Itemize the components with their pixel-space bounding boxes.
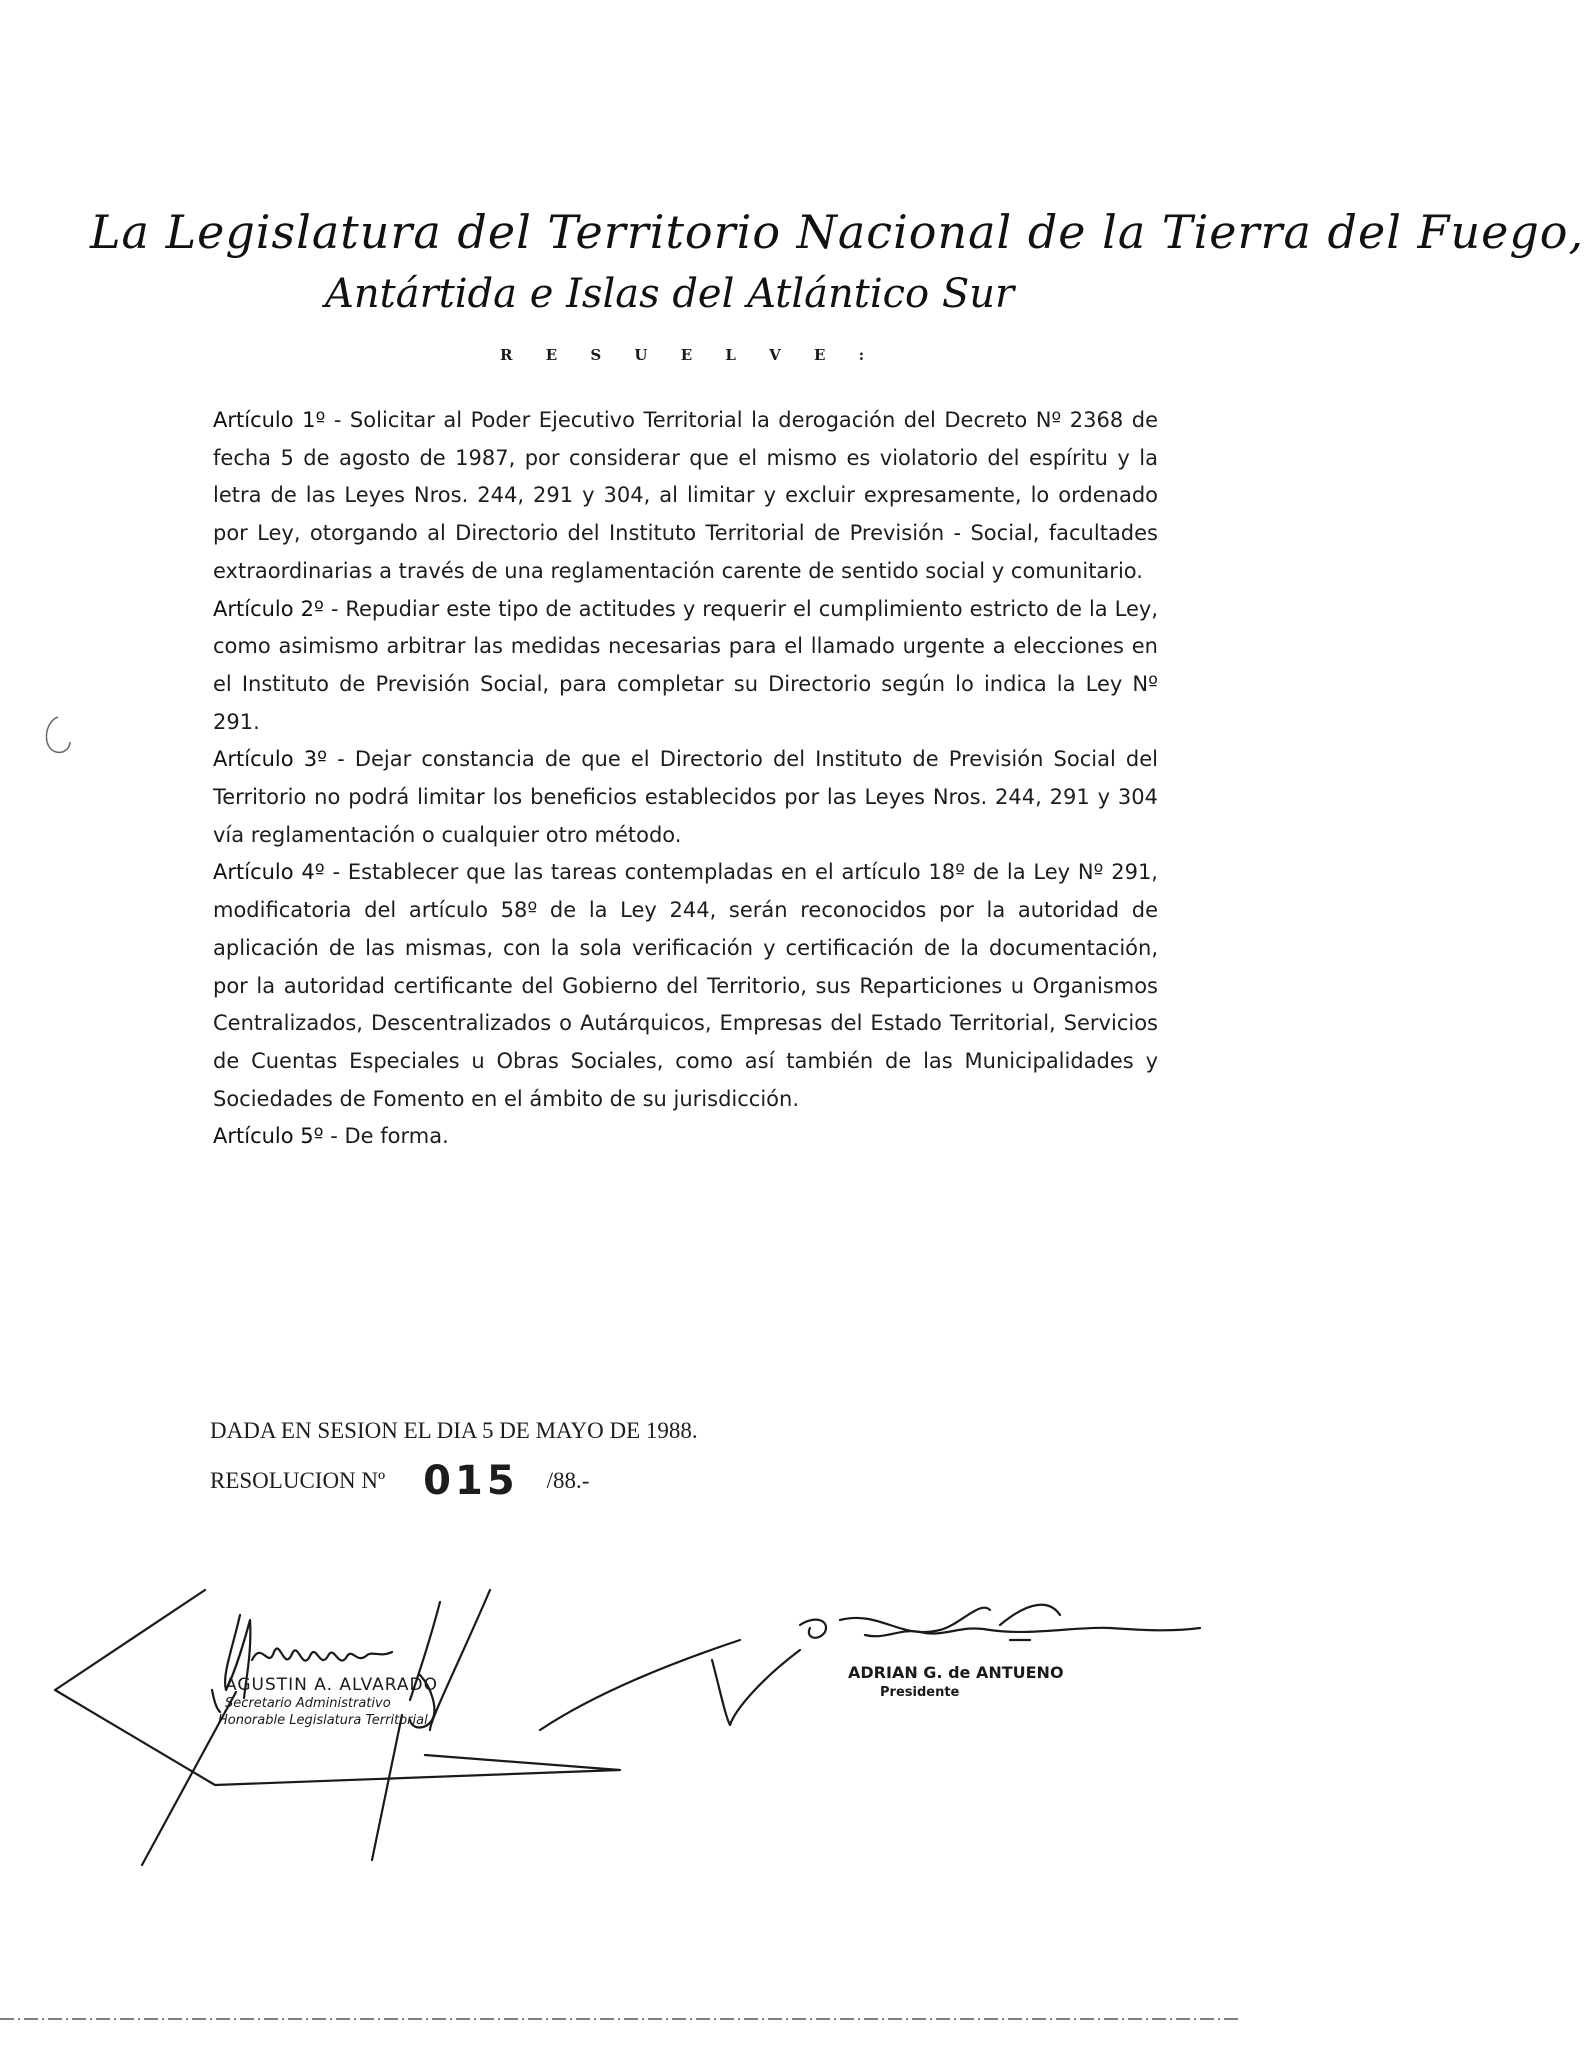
punch-hole-mark <box>36 712 76 762</box>
right-signatory-name: ADRIAN G. de ANTUENO <box>848 1663 1064 1682</box>
right-signature-stroke <box>865 1628 1200 1637</box>
left-signature-stroke <box>430 1590 490 1730</box>
resuelve-heading: R E S U E L V E : <box>500 346 879 364</box>
right-signature-stroke <box>540 1640 740 1730</box>
article-heading: Artículo 5º <box>213 1124 324 1149</box>
article-heading: Artículo 3º <box>213 747 327 772</box>
article-text: - Solicitar al Poder Ejecutivo Territorial la derogación del Decreto Nº 2368 de fecha 5 de agosto de 1987, por considerar que el mismo es violatorio del espíritu y la letra de las Leyes Nros. 244, 291 y 304, al limitar y excluir expresamente, lo ordenado por Ley, otorgando al Directorio del Instituto Territorial de Previsión - Social, facultades extraordinarias a través de una reglamentación carente de sentido social y comunitario. <box>213 408 1158 583</box>
right-signatory-role: Presidente <box>880 1685 960 1700</box>
session-date: DADA EN SESION EL DIA 5 DE MAYO DE 1988. <box>210 1418 698 1443</box>
resolution-number: 015 <box>423 1458 519 1504</box>
resolution-line <box>210 1458 589 1504</box>
left-signatory-role: Secretario Administrativo <box>225 1696 391 1711</box>
article-heading: Artículo 4º <box>213 860 325 885</box>
article-5 <box>213 1118 1158 1156</box>
article-3 <box>213 741 1158 854</box>
header-line-1: La Legislatura del Territorio Nacional de la Tierra del Fuego, <box>90 205 1584 259</box>
header-line-2: Antártida e Islas del Atlántico Sur <box>325 271 1015 317</box>
signatures-area <box>0 1580 1240 1880</box>
left-signature-stroke <box>252 1649 392 1661</box>
left-signatory-name: AGUSTIN A. ALVARADO <box>225 1675 439 1695</box>
article-heading: Artículo 2º <box>213 596 324 621</box>
left-signatory-institution: Honorable Legislatura Territorial <box>218 1713 428 1728</box>
signature-strokes <box>0 1580 1240 1880</box>
legislature-header <box>90 205 1584 317</box>
right-signature-stroke <box>800 1620 826 1638</box>
resolution-year: /88.- <box>546 1468 590 1493</box>
left-signature-stroke <box>212 1690 220 1712</box>
article-text: - Establecer que las tareas contempladas en el artículo 18º de la Ley Nº 291, modificatoria del artículo 58º de la Ley 244, serán reconocidos por la autoridad de aplicación de las mismas, con la sola verificación y certificación de la documentación, por la autoridad certificante del Gobierno del Territorio, sus Reparticiones u Organismos Centralizados, Descentralizados o Autárquicos, Empresas del Estado Territorial, Servicios de Cuentas Especiales u Obras Sociales, como así también de las Municipalidades y Sociedades de Fomento en el ámbito de su jurisdicción. <box>213 860 1158 1111</box>
resolution-label: RESOLUCION Nº <box>210 1468 386 1493</box>
left-signature-stroke <box>372 1715 402 1860</box>
articles-body <box>213 402 1158 1156</box>
article-text: - De forma. <box>323 1124 449 1149</box>
right-signature-stroke <box>1000 1605 1060 1625</box>
bottom-scan-line <box>0 2018 1240 2020</box>
article-4 <box>213 854 1158 1118</box>
article-2 <box>213 591 1158 742</box>
article-text: - Dejar constancia de que el Directorio del Instituto de Previsión Social del Territorio no podrá limitar los beneficios establecidos por las Leyes Nros. 244, 291 y 304 vía reglamentación o cualquier otro método. <box>213 747 1158 847</box>
article-1 <box>213 402 1158 591</box>
article-text: - Repudiar este tipo de actitudes y requerir el cumplimiento estricto de la Ley, como asimismo arbitrar las medidas necesarias para el llamado urgente a elecciones en el Instituto de Previsión Social, para completar su Directorio según lo indica la Ley Nº 291. <box>213 596 1158 734</box>
right-signature-stroke <box>712 1650 800 1725</box>
article-heading: Artículo 1º <box>213 408 326 432</box>
